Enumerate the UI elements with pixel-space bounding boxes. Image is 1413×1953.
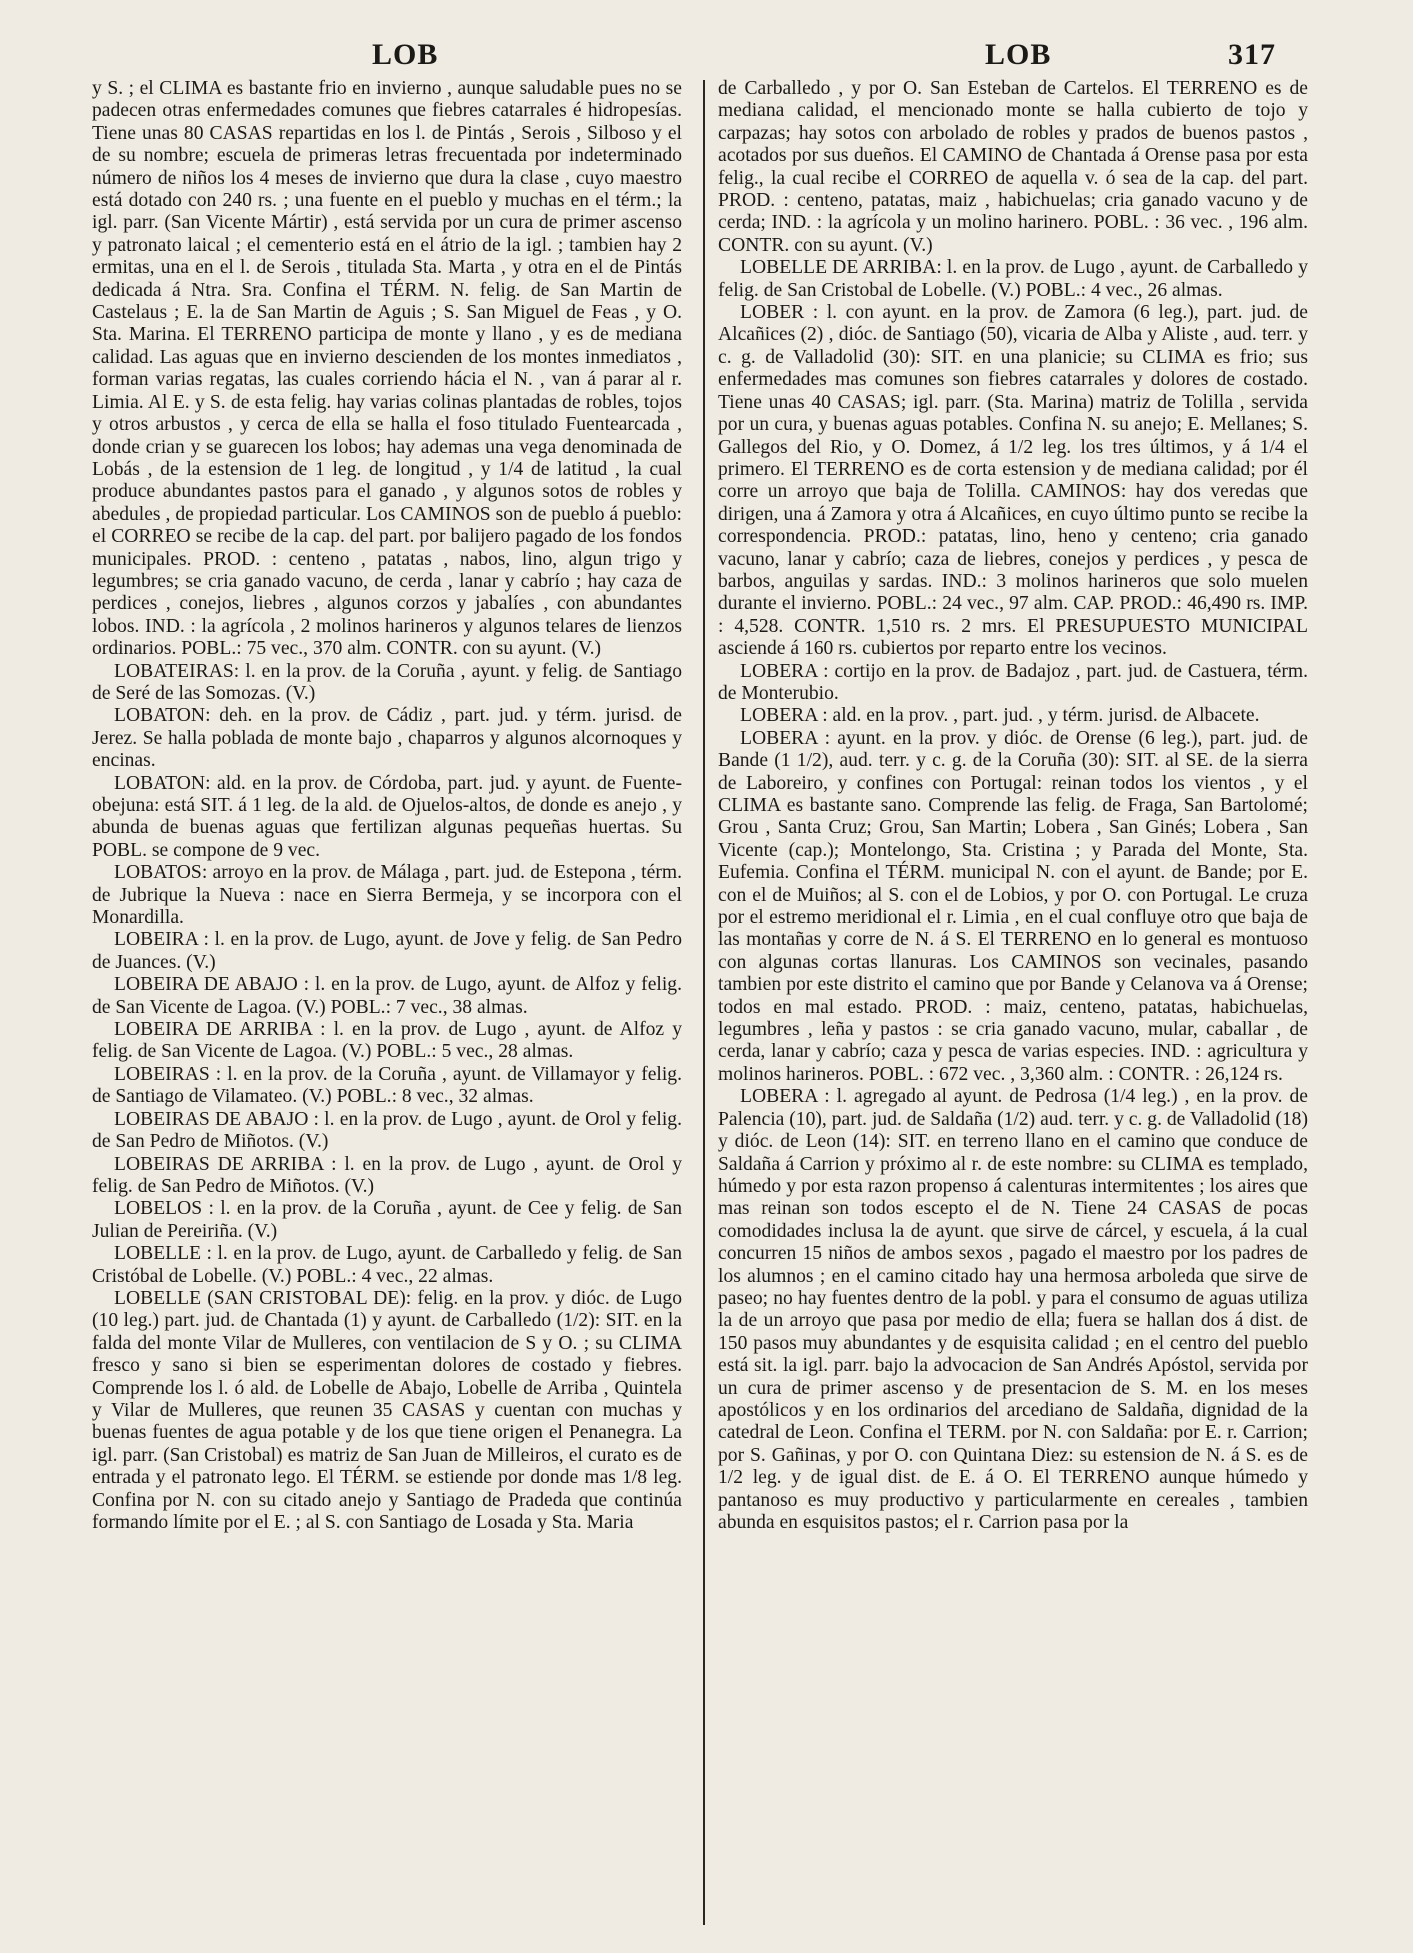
entry-lobaton-cadiz: LOBATON: deh. en la prov. de Cádiz , part. jud. y térm. jurisd. de Jerez. Se halla poblada de monte bajo , chaparros y algunos alcornoques y encinas. — [92, 705, 682, 772]
entry-lobelle: LOBELLE : l. en la prov. de Lugo, ayunt. de Carballedo y felig. de San Cristóbal de Lobelle. (V.) POBL.: 4 vec., 22 almas. — [92, 1243, 682, 1287]
entry-lobeira: LOBEIRA : l. en la prov. de Lugo, ayunt. de Jove y felig. de San Pedro de Juances. (V.) — [92, 929, 682, 973]
entry-lobera-palencia: LOBERA : l. agregado al ayunt. de Pedrosa (1/4 leg.) , en la prov. de Palencia (10), part. jud. de Saldaña (1/2) aud. terr. y c. g. de Valladolid (18) y dióc. de Leon (14): SIT. en terreno llano en el camino que conduce de Saldaña á Carrion y próximo al r. de este nombre: su CLIMA es templado, húmedo y por esta razon propenso á calenturas intermitentes ; los aires que mas reinan son todos escepto el de N. Tiene 24 CASAS de pocas comodidades inclusa la de ayunt. que sirve de cárcel, y escuela, á la cual concurren 15 niños de ambos sexos , pagado el maestro por los padres de los alumnos ; en el camino citado hay una hermosa arboleda que sirve de paseo; no hay fuentes dentro de la pobl. y para el consumo de aguas utiliza la de un arroyo que pasa por medio de ella; fuera se hallan dos á dist. de 150 pasos muy abundantes y de esquisita calidad ; en el centro del pueblo está sit. la igl. parr. bajo la advocacion de San Andrés Apóstol, servida por un cura de primer ascenso y de presentacion de S. M. en los meses apostólicos y en los ordinarios del arcediano de Saldaña, dignidad de la catedral de Leon. Confina el TERM. por N. con Saldaña: por E. r. Carrion; por S. Gañinas, y por O. con Quintana Diez: su estension de N. á S. es de 1/2 leg. y de igual dist. de E. á O. El TERRENO aunque húmedo y pantanoso es muy productivo y particularmente en cereales , tambien abunda en esquisitos pastos; el r. Carrion pasa por la — [718, 1086, 1308, 1533]
entry-lobelle-de-arriba: LOBELLE DE ARRIBA: l. en la prov. de Lugo , ayunt. de Carballedo y felig. de San Cristobal de Lobelle. (V.) POBL.: 4 vec., 26 almas. — [718, 257, 1308, 301]
entry-lobateiras: LOBATEIRAS: l. en la prov. de la Coruña , ayunt. y felig. de Santiago de Seré de las Somozas. (V.) — [92, 660, 682, 704]
right-column — [718, 78, 1308, 1923]
entry-lobeiras: LOBEIRAS : l. en la prov. de la Coruña , ayunt. de Villamayor y felig. de Santiago de Vilamateo. (V.) POBL.: 8 vec., 32 almas. — [92, 1063, 682, 1108]
entry-continuation: de Carballedo , y por O. San Esteban de Cartelos. El TERRENO es de mediana calidad, el mencionado monte se halla cubierto de tojo y carpazas; hay sotos con arbolado de robles y prados de buenos pastos , acotados por sus dueños. El CAMINO de Chantada á Orense pasa por esta felig., la cual recibe el CORREO de aquella v. ó sea de la cap. del part. PROD. : centeno, patatas, maiz , habichuelas; cria ganado vacuno y de cerda; IND. : la agrícola y un molino harinero. POBL. : 36 vec. , 196 alm. CONTR. con su ayunt. (V.) — [718, 78, 1308, 256]
entry-lobelos: LOBELOS : l. en la prov. de la Coruña , ayunt. de Cee y felig. de San Julian de Pereiriña. (V.) — [92, 1198, 682, 1242]
entry-lobaton-cordoba: LOBATON: ald. en la prov. de Córdoba, part. jud. y ayunt. de Fuente-obejuna: está SIT. á 1 leg. de la ald. de Ojuelos-altos, de donde es anejo , y abunda de buenas aguas que fertilizan algunas pequeñas huertas. Su POBL. se compone de 9 vec. — [92, 772, 682, 861]
column-divider — [703, 80, 705, 1925]
running-header-left: LOB — [372, 38, 439, 71]
entry-lobeira-de-abajo: LOBEIRA DE ABAJO : l. en la prov. de Lugo, ayunt. de Alfoz y felig. de San Vicente de Lagoa. (V.) POBL.: 7 vec., 38 almas. — [92, 974, 682, 1018]
entry-lober: LOBER : l. con ayunt. en la prov. de Zamora (6 leg.), part. jud. de Alcañices (2) , dióc. de Santiago (50), vicaria de Alba y Aliste , aud. terr. y c. g. de Valladolid (30): SIT. en una planicie; su CLIMA es frio; sus enfermedades mas comunes son fiebres catarrales y dolores de costado. Tiene unas 40 CASAS; igl. parr. (Sta. Marina) matriz de Tolilla , servida por un cura, y buenas aguas potables. Confina N. su anejo; E. Mellanes; S. Gallegos del Rio, y O. Domez, á 1/2 leg. los tres últimos, y á 1/4 el primero. El TERRENO es de corta estension y de mediana calidad; por él corre un arroyo que baja de Tolilla. CAMINOS: hay dos veredas que dirigen, una á Zamora y otra á Alcañices, en cuyo último punto se recibe la correspondencia. PROD.: patatas, lino, heno y centeno; cria ganado vacuno, lanar y cabrío; caza de liebres, conejos y perdices , y pesca de barbos, anguilas y sardas. IND.: 3 molinos harineros que solo muelen durante el invierno. POBL.: 24 vec., 97 alm. CAP. PROD.: 46,490 rs. IMP. : 4,528. CONTR. 1,510 rs. 2 mrs. El PRESUPUESTO MUNICIPAL asciende á 160 rs. cubiertos por reparto entre los vecinos. — [718, 302, 1308, 660]
entry-lobeira-de-arriba: LOBEIRA DE ARRIBA : l. en la prov. de Lugo , ayunt. de Alfoz y felig. de San Vicente de Lagoa. (V.) POBL.: 5 vec., 28 almas. — [92, 1019, 682, 1063]
entry-lobera-orense: LOBERA : ayunt. en la prov. y dióc. de Orense (6 leg.), part. jud. de Bande (1 1/2), aud. terr. y c. g. de la Coruña (30): SIT. al SE. de la sierra de Laboreiro, y confines con Portugal: reinan todos los vientos , y el CLIMA es bastante sano. Comprende las felig. de Fraga, San Bartolomé; Grou , Santa Cruz; Grou, San Martin; Lobera , San Ginés; Lobera , San Vicente (cap.); Montelongo, Sta. Cristina ; y Parada del Monte, Sta. Eufemia. Confina el TÉRM. municipal N. con el ayunt. de Bande; por E. con el de Muiños; al S. con el de Lobios, y por O. con Portugal. Le cruza por el estremo meridional el r. Limia , en el cual confluye otro que baja de las montañas y corre de N. á S. El TERRENO en lo general es montuoso con algunas cortas llanuras. Los CAMINOS son vecinales, pasando tambien por este distrito el camino que por Bande y Celanova va á Orense; todos en mal estado. PROD. : maiz, centeno, patatas, habichuelas, legumbres , leña y pastos : se cria ganado vacuno, mular, caballar , de cerda, lanar y cabrío; caza y pesca de varias especies. IND. : agricultura y molinos harineros. POBL. : 672 vec. , 3,360 alm. : CONTR. : 26,124 rs. — [718, 727, 1308, 1085]
entry-continuation: y S. ; el CLIMA es bastante frio en invierno , aunque saludable pues no se padecen otras enfermedades comunes que fiebres catarrales é hidropesías. Tiene unas 80 CASAS repartidas en los l. de Pintás , Serois , Silboso y el de su nombre; escuela de primeras letras frecuentada por indeterminado número de niños los 4 meses de invierno que dura la clase , cuyo maestro está dotado con 240 rs. ; una fuente en el pueblo y muchas en el térm.; la igl. parr. (San Vicente Mártir) , está servida por un cura de primer ascenso y patronato laical ; el cementerio está en el átrio de la igl. ; tambien hay 2 ermitas, una en el l. de Serois , titulada Sta. Marta , y otra en el de Pintás dedicada á Ntra. Sra. Confina el TÉRM. N. felig. de San Martin de Castelaus ; E. la de San Martin de Aguis ; S. San Miguel de Feas , y O. Sta. Marina. El TERRENO participa de monte y llano , y es de mediana calidad. Las aguas que en invierno descienden de los montes inmediatos , forman varias regatas, las cuales corriendo hácia el N. , van á parar al r. Limia. Al E. y S. de esta felig. hay varias colinas plantadas de robles, tojos y otros arbustos , y cerca de ella se halla el foso titulado Fuentearcada , donde crian y se guarecen los lobos; hay ademas una vega denominada de Lobás , de la estension de 1 leg. de longitud , y 1/4 de latitud , la cual produce abundantes pastos para el ganado , y algunos sotos de robles y abedules , de propiedad particular. Los CAMINOS son de pueblo á pueblo: el CORREO se recibe de la cap. del part. por balijero pagado de los fondos municipales. PROD. : centeno , patatas , nabos, lino, algun trigo y legumbres; se cria ganado vacuno, de cerda , lanar y cabrío ; hay caza de perdices , conejos, liebres , algunos corzos y jabalíes , con abundantes lobos. IND. : la agrícola , 2 molinos harineros y algunos telares de lienzos ordinarios. POBL.: 75 vec., 370 alm. CONTR. con su ayunt. (V.) — [92, 78, 682, 660]
page-number: 317 — [1228, 38, 1276, 71]
entry-lobelle-san-cristobal: LOBELLE (SAN CRISTOBAL DE): felig. en la prov. y dióc. de Lugo (10 leg.) part. jud. de Chantada (1) y ayunt. de Carballedo (1/2): SIT. en la falda del monte Vilar de Mulleres, con ventilacion de S y O. ; su CLIMA fresco y sano si bien se esperimentan dolores de costado y fiebres. Comprende los l. ó ald. de Lobelle de Abajo, Lobelle de Arriba , Quintela y Vilar de Mulleres, que reunen 35 CASAS y cuentan con muchas y buenas fuentes de agua potable y de los que tiene origen el Penanegra. La igl. parr. (San Cristobal) es matriz de San Juan de Milleiros, el curato es de entrada y el patronato lego. El TÉRM. se estiende por donde mas 1/8 leg. Confina por N. con su citado anejo y Santiago de Pradeda que continúa formando límite por el E. ; al S. con Santiago de Losada y Sta. Maria — [92, 1287, 682, 1533]
entry-lobatos: LOBATOS: arroyo en la prov. de Málaga , part. jud. de Estepona , térm. de Jubrique la Nueva : nace en Sierra Bermeja, y se incorpora con el Monardilla. — [92, 862, 682, 929]
entry-lobera-albacete: LOBERA : ald. en la prov. , part. jud. , y térm. jurisd. de Albacete. — [740, 705, 1260, 727]
running-header-right: LOB — [985, 38, 1052, 71]
left-column — [92, 78, 682, 1923]
entry-lobeiras-de-abajo: LOBEIRAS DE ABAJO : l. en la prov. de Lugo , ayunt. de Orol y felig. de San Pedro de Miñotos. (V.) — [92, 1108, 682, 1153]
entry-lobeiras-de-arriba: LOBEIRAS DE ARRIBA : l. en la prov. de Lugo , ayunt. de Orol y felig. de San Pedro de Miñotos. (V.) — [92, 1153, 682, 1197]
entry-lobera-badajoz: LOBERA : cortijo en la prov. de Badajoz , part. jud. de Castuera, térm. de Monterubio. — [718, 660, 1308, 704]
